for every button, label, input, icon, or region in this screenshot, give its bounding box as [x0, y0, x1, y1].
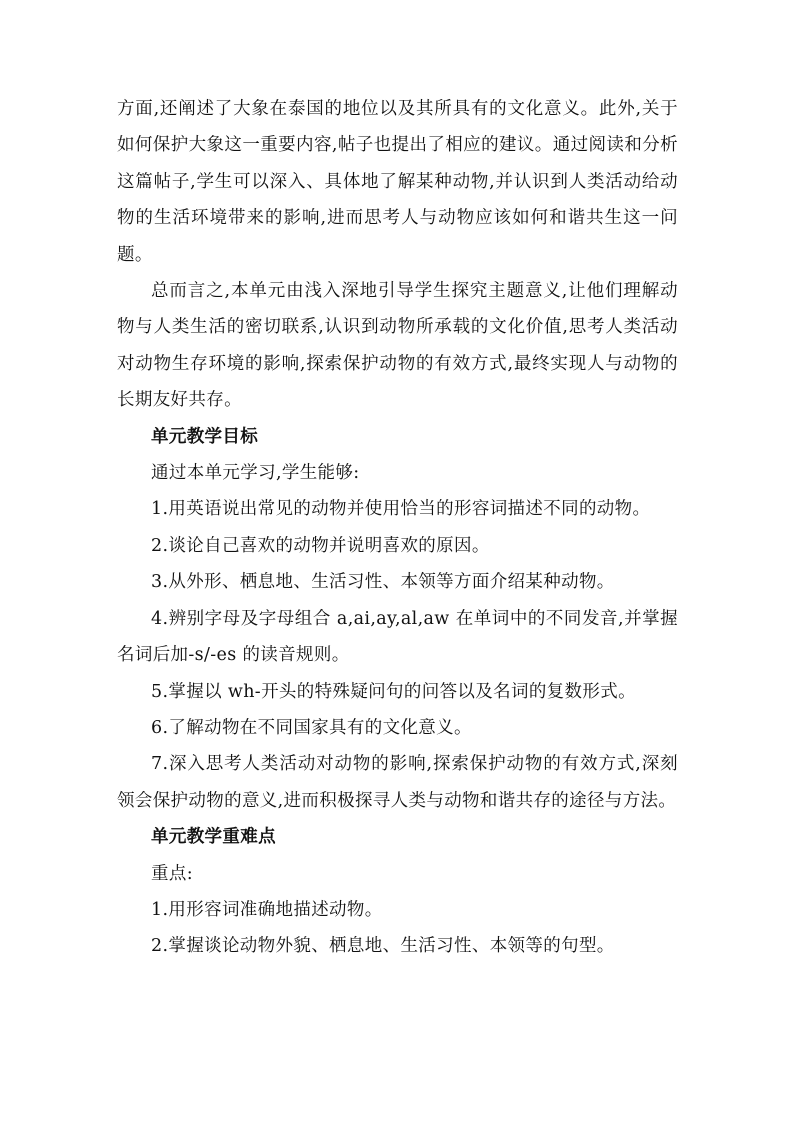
goal-item: 5.掌握以 wh-开头的特殊疑问句的问答以及名词的复数形式。: [151, 681, 636, 702]
goal-item: 6.了解动物在不同国家具有的文化意义。: [151, 717, 472, 738]
goal-item: 3.从外形、栖息地、生活习性、本领等方面介绍某种动物。: [151, 572, 615, 593]
summary-paragraph: 总而言之,本单元由浅入深地引导学生探究主题意义,让他们理解动物与人类生活的密切联系,认识到动物所承载的文化价值,思考人类活动对动物生存环境的影响,探索保护动物的有效方式,最终实现人与动物的长期友好共存。: [117, 281, 678, 411]
goals-intro: 通过本单元学习,学生能够:: [151, 463, 360, 484]
body-paragraph: 方面,还阐述了大象在泰国的地位以及其所具有的文化意义。此外,关于如何保护大象这一重要内容,帖子也提出了相应的建议。通过阅读和分析这篇帖子,学生可以深入、具体地了解某种动物,并认识到人类活动给动物的生活环境带来的影响,进而思考人与动物应该如何和谐共生这一问题。: [117, 99, 678, 265]
key-point-item: 1.用形容词准确地描述动物。: [151, 899, 383, 920]
goal-item: 1.用英语说出常见的动物并使用恰当的形容词描述不同的动物。: [151, 499, 651, 520]
key-points-label: 重点:: [151, 863, 193, 884]
goal-item: 4.辨别字母及字母组合 a,ai,ay,al,aw 在单词中的不同发音,并掌握名词后加-s/-es 的读音规则。: [117, 608, 678, 666]
goal-item: 7.深入思考人类活动对动物的影响,探索保护动物的有效方式,深刻领会保护动物的意义,进而积极探寻人类与动物和谐共存的途径与方法。: [117, 754, 678, 811]
key-difficult-points-heading: 单元教学重难点: [151, 827, 276, 848]
goal-item: 2.谈论自己喜欢的动物并说明喜欢的原因。: [151, 535, 490, 556]
document-body: [117, 91, 678, 965]
key-point-item: 2.掌握谈论动物外貌、栖息地、生活习性、本领等的句型。: [151, 936, 615, 957]
unit-goals-heading: 单元教学目标: [151, 426, 259, 447]
